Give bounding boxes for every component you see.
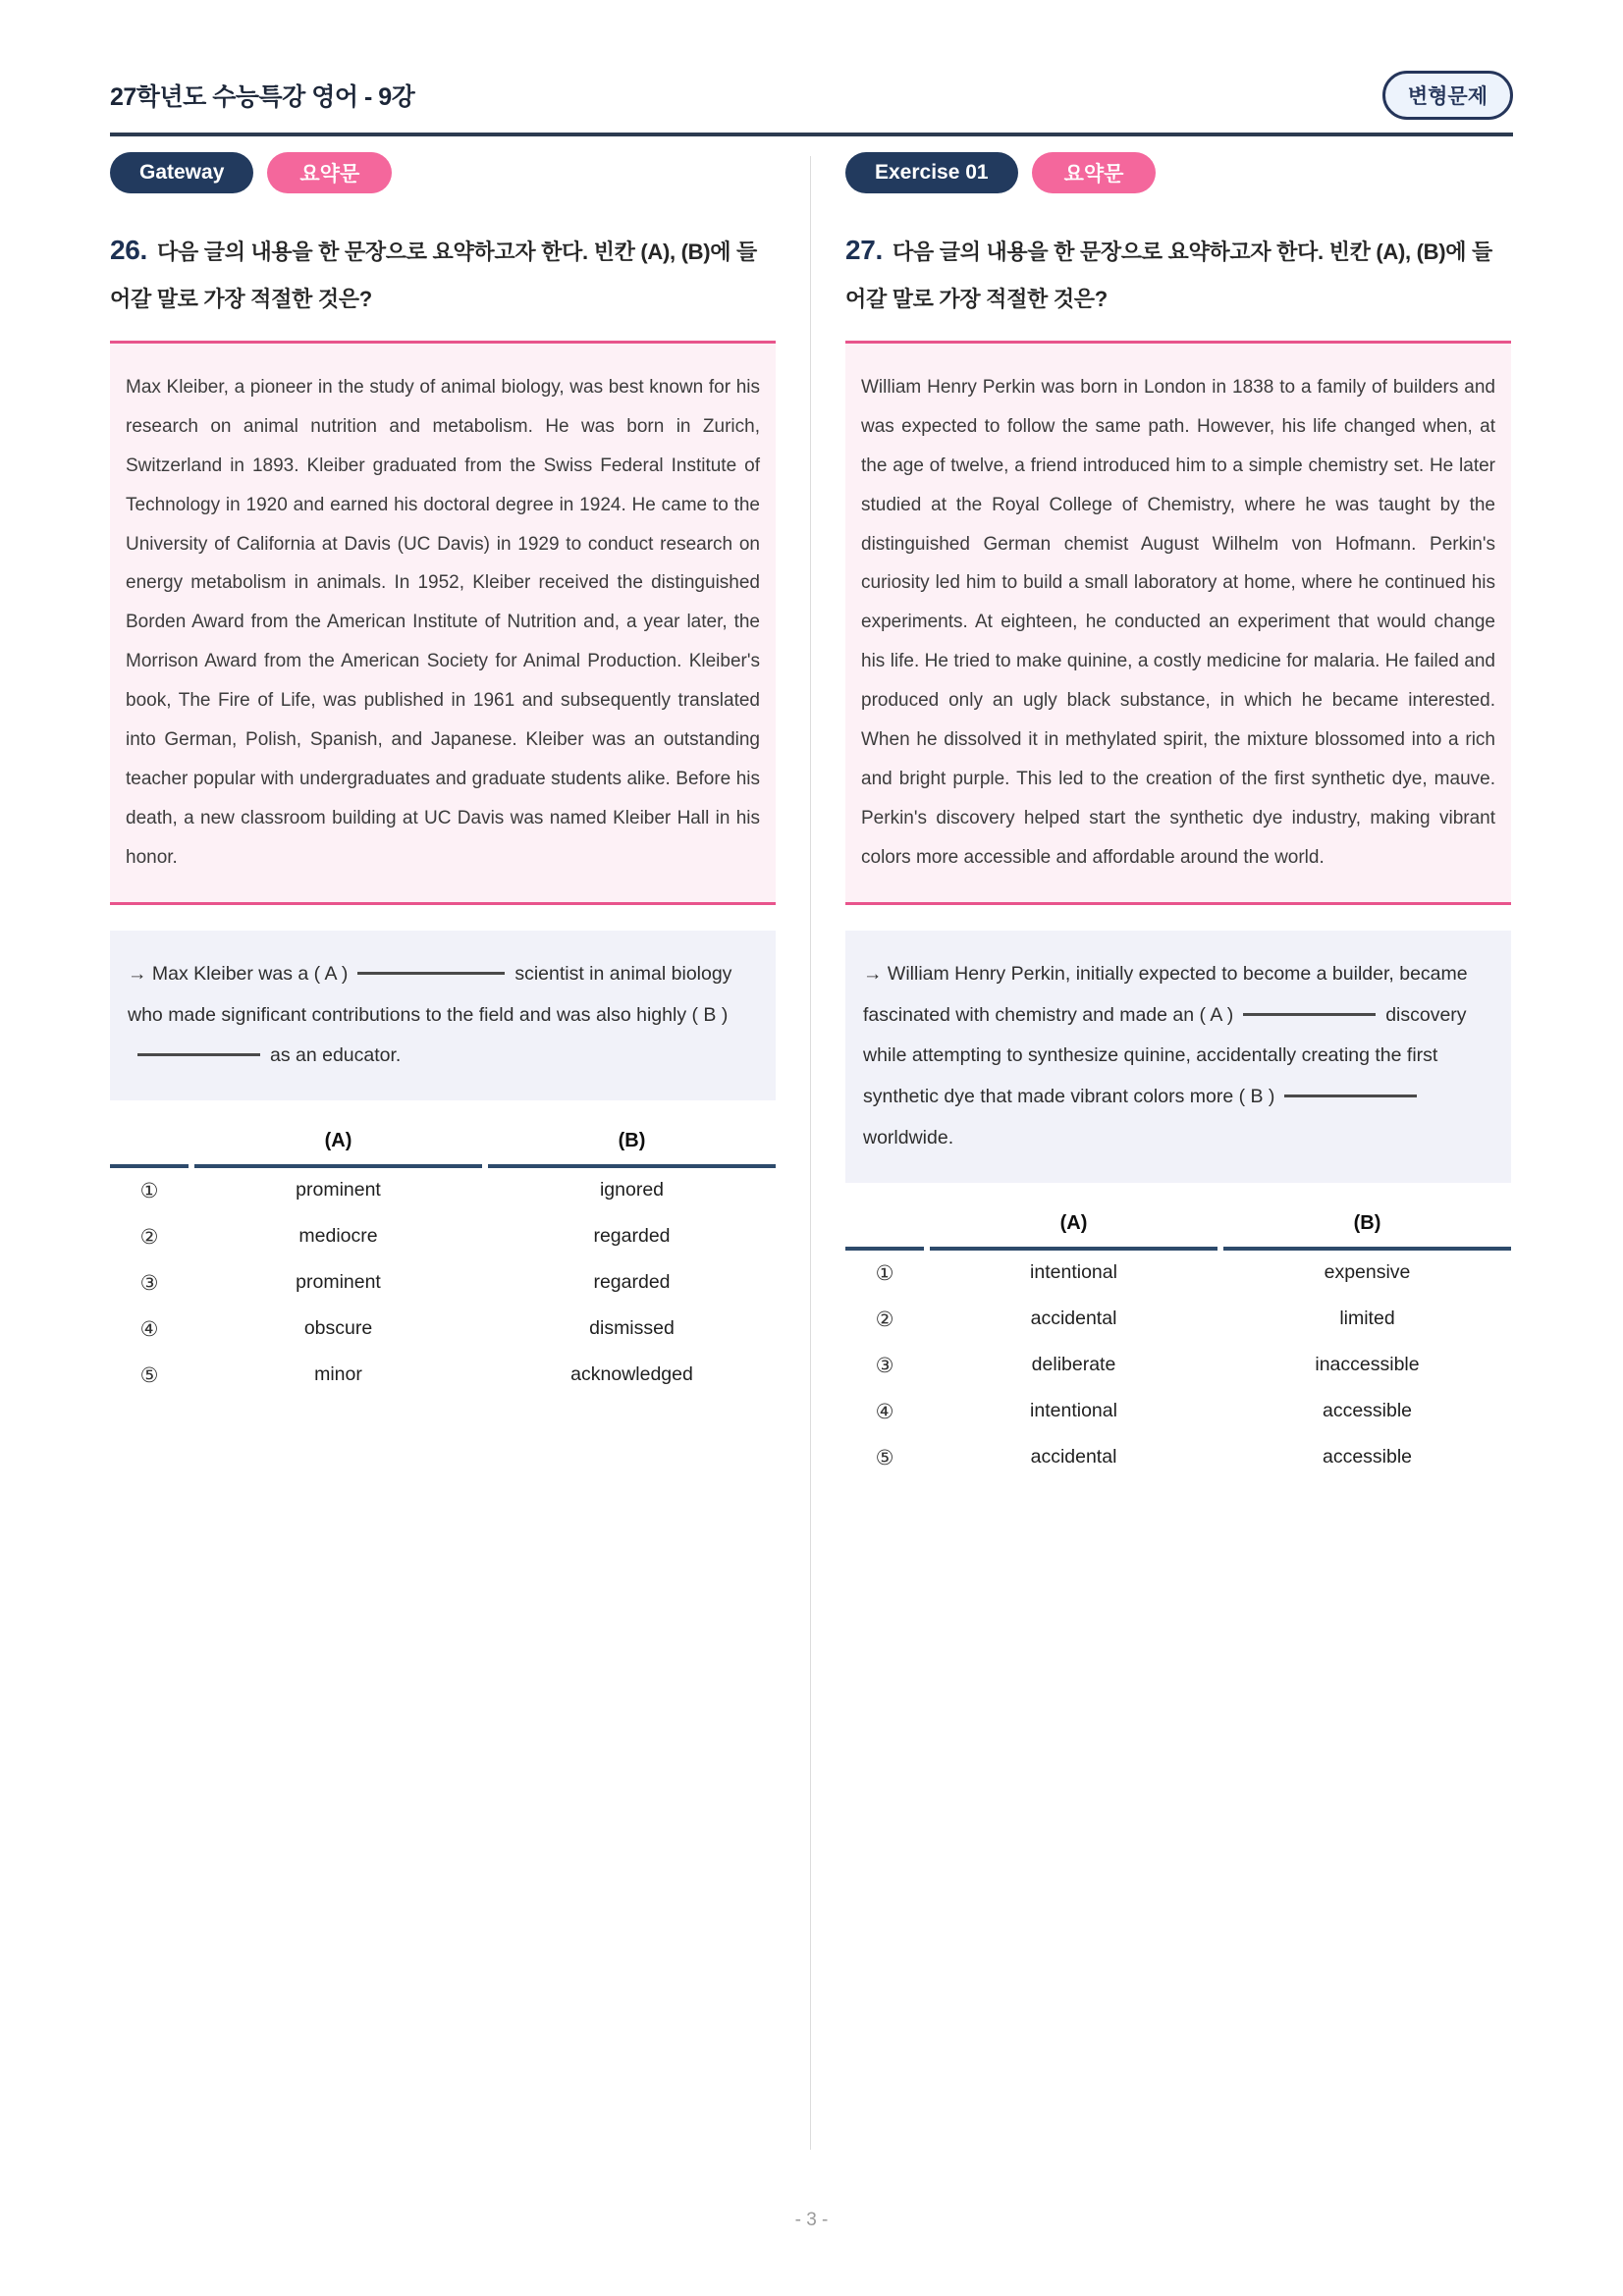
options-header-spacer	[110, 1130, 189, 1164]
blank-line-b	[137, 1053, 260, 1056]
header-divider-rule	[110, 133, 1513, 136]
option-b-value: regarded	[593, 1225, 671, 1248]
option-number: ③	[139, 1272, 159, 1296]
blank-line-a	[357, 972, 505, 975]
option-b-value: accessible	[1322, 1446, 1413, 1468]
type-badge-summary: 요약문	[1032, 152, 1157, 193]
summary-text-before-blank-a: → William Henry Perkin, initially expected to become a builder, became fascinated with chemistry and made an ( A )	[863, 962, 1468, 1026]
question-27-options	[845, 1212, 1511, 1481]
blank-line-a	[1243, 1013, 1376, 1016]
option-a-value: accidental	[1030, 1308, 1117, 1330]
option-a-value: prominent	[296, 1179, 381, 1201]
type-badge-summary: 요약문	[267, 152, 392, 193]
option-number: ②	[139, 1226, 159, 1250]
option-b-value: accessible	[1322, 1400, 1413, 1422]
option-a-value: accidental	[1030, 1446, 1117, 1468]
summary-text-after-blank-a: scientist in animal biology who made significant contributions to the field and was also highly ( B )	[128, 962, 732, 1026]
options-header-a: (A)	[324, 1130, 352, 1152]
option-number: ④	[875, 1401, 894, 1424]
option-a-value: mediocre	[298, 1225, 378, 1248]
question-26-prompt: 다음 글의 내용을 한 문장으로 요약하고자 한다. 빈칸 (A), (B)에 들어갈 말로 가장 적절한 것은?	[110, 240, 757, 311]
question-27-summary-box	[845, 931, 1511, 1184]
question-27-number: 27.	[845, 235, 884, 265]
option-b-value: regarded	[593, 1271, 671, 1294]
worksheet-title: 27학년도 수능특강 영어 - 9강	[110, 83, 415, 111]
option-a-value: obscure	[303, 1317, 373, 1340]
options-header-b: (B)	[1353, 1212, 1381, 1235]
page-number: - 3 -	[794, 2210, 829, 2230]
question-27-prompt: 다음 글의 내용을 한 문장으로 요약하고자 한다. 빈칸 (A), (B)에 들어갈 말로 가장 적절한 것은?	[845, 240, 1492, 311]
question-27-options-table	[845, 1212, 1511, 1481]
option-a-value: intentional	[1030, 1400, 1117, 1422]
option-b-value: acknowledged	[570, 1363, 693, 1386]
summary-text-after-blank-a: discovery while attempting to synthesize quinine, accidentally creating the first synthetic dye that made vibrant colors more ( B )	[863, 1003, 1467, 1108]
option-b-value: ignored	[599, 1179, 665, 1201]
option-number: ④	[139, 1318, 159, 1342]
blank-line-b	[1284, 1095, 1417, 1097]
question-26-head	[110, 223, 776, 321]
question-26-options	[110, 1130, 776, 1399]
question-27-column	[845, 152, 1511, 2150]
option-number: ①	[875, 1262, 894, 1286]
option-a-value: prominent	[296, 1271, 381, 1294]
option-a-value: deliberate	[1031, 1354, 1116, 1376]
option-b-value: dismissed	[589, 1317, 675, 1340]
option-b-value: limited	[1339, 1308, 1395, 1330]
option-b-value: inaccessible	[1315, 1354, 1420, 1376]
summary-text-before-blank-a: → Max Kleiber was a ( A )	[128, 962, 349, 985]
question-26-badges	[110, 152, 776, 193]
options-header-a: (A)	[1059, 1212, 1088, 1235]
question-26-number: 26.	[110, 235, 148, 265]
two-column-layout	[110, 152, 1513, 2150]
option-number: ②	[875, 1308, 894, 1332]
question-27-passage: William Henry Perkin was born in London in 1838 to a family of builders and was expected to follow the same path. However, his life changed when, at the age of twelve, a friend introduced him to a simple chemistry set. He later studied at the Royal College of Chemistry, where he was taught by the distinguished German chemist August Wilhelm von Hofmann. Perkin's curiosity led him to build a small laboratory at home, where he continued his experiments. At eighteen, he conducted an experiment that would change his life. He tried to make quinine, a costly medicine for malaria. He failed and produced only an ugly black substance, in which he became interested. When he dissolved it in methylated spirit, the mixture blossomed into a rich and bright purple. This led to the creation of the first synthetic dye, mauve. Perkin's discovery helped start the synthetic dye industry, making vibrant colors more accessible and affordable around the world.	[845, 341, 1511, 905]
question-27-badges	[845, 152, 1511, 193]
summary-text-after-blank-b: as an educator.	[270, 1044, 402, 1067]
option-a-value: intentional	[1030, 1261, 1117, 1284]
summary-text-after-blank-b: worldwide.	[863, 1127, 954, 1149]
column-divider	[810, 156, 811, 2150]
option-b-value: expensive	[1324, 1261, 1411, 1284]
page-header	[110, 0, 1513, 120]
option-a-value: minor	[314, 1363, 362, 1386]
option-number: ③	[875, 1355, 894, 1378]
options-header-b: (B)	[618, 1130, 646, 1152]
question-26-column	[110, 152, 776, 2150]
option-number: ⑤	[139, 1364, 159, 1388]
option-number: ①	[139, 1180, 159, 1203]
option-number: ⑤	[875, 1447, 894, 1470]
variant-problem-badge: 변형문제	[1382, 71, 1513, 120]
question-26-summary-box	[110, 931, 776, 1101]
question-26-passage: Max Kleiber, a pioneer in the study of animal biology, was best known for his research on animal nutrition and metabolism. He was born in Zurich, Switzerland in 1893. Kleiber graduated from the Swiss Federal Institute of Technology in 1920 and earned his doctoral degree in 1924. He came to the University of California at Davis (UC Davis) in 1929 to conduct research on energy metabolism in animals. In 1952, Kleiber received the distinguished Borden Award from the American Institute of Nutrition and, a year later, the Morrison Award from the American Society for Animal Production. Kleiber's book, The Fire of Life, was published in 1961 and subsequently translated into German, Polish, Spanish, and Japanese. Kleiber was an outstanding teacher popular with undergraduates and graduate students alike. Before his death, a new classroom building at UC Davis was named Kleiber Hall in his honor.	[110, 341, 776, 905]
source-badge-gateway: Gateway	[110, 152, 253, 193]
question-26-options-table	[110, 1130, 776, 1399]
options-header-spacer	[845, 1212, 924, 1247]
source-badge-exercise-01: Exercise 01	[845, 152, 1018, 193]
question-27-head	[845, 223, 1511, 321]
